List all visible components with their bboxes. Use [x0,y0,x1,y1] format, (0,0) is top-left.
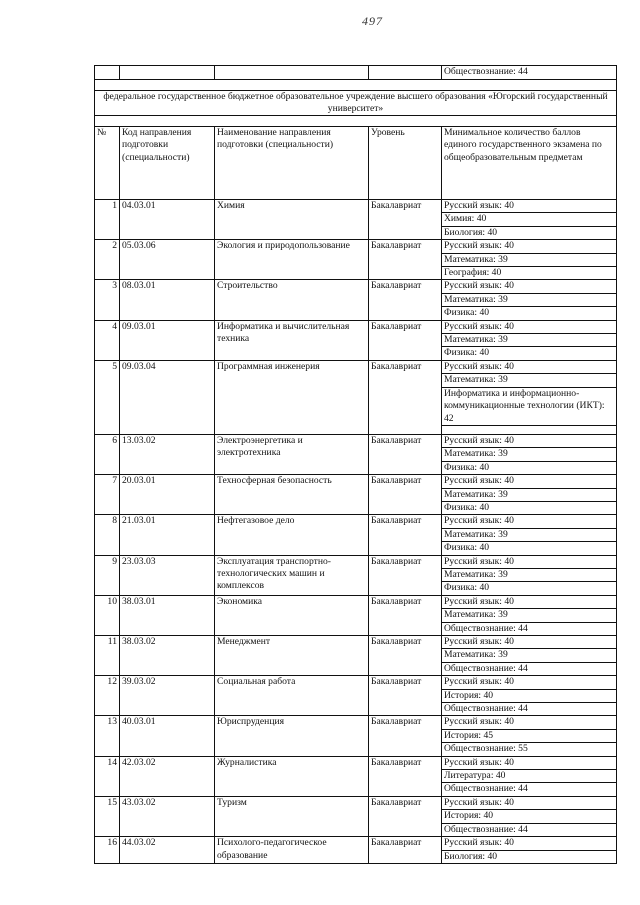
exam-min-score: Математика: 39 [442,334,617,347]
program-code: 09.03.04 [120,360,215,434]
exam-min-score: Физика: 40 [442,501,617,514]
program-number: 15 [95,796,120,836]
program-code: 04.03.01 [120,200,215,240]
program-number: 11 [95,636,120,676]
program-name: Информатика и вычислительная техника [215,320,369,360]
program-level: Бакалавриат [369,200,442,240]
exam-min-score: Информатика и информационно-коммуникационные технологии (ИКТ): 42 [442,387,617,425]
program-row [95,796,617,809]
program-level: Бакалавриат [369,756,442,796]
program-level: Бакалавриат [369,475,442,515]
program-row [95,434,617,447]
admission-table [94,65,617,864]
header-num: № [95,127,120,200]
program-level: Бакалавриат [369,434,442,474]
program-code: 05.03.06 [120,240,215,280]
program-name: Строительство [215,280,369,320]
program-row [95,280,617,293]
program-level: Бакалавриат [369,515,442,555]
program-number: 7 [95,475,120,515]
continued-exam: Обществознание: 44 [442,66,617,80]
program-code: 09.03.01 [120,320,215,360]
program-number: 13 [95,716,120,756]
exam-min-score: Математика: 39 [442,448,617,461]
program-code: 20.03.01 [120,475,215,515]
program-row [95,515,617,528]
exam-min-score: Русский язык: 40 [442,360,617,373]
exam-min-score: Математика: 39 [442,374,617,387]
exam-min-score: Русский язык: 40 [442,636,617,649]
program-name: Эксплуатация транспортно-технологических машин и комплексов [215,555,369,595]
exam-min-score: Русский язык: 40 [442,796,617,809]
program-code: 13.03.02 [120,434,215,474]
header-name: Наименование направления подготовки (специальности) [215,127,369,200]
exam-min-score: История: 45 [442,729,617,742]
program-level: Бакалавриат [369,716,442,756]
program-number: 12 [95,676,120,716]
program-row [95,636,617,649]
exam-min-score: Русский язык: 40 [442,716,617,729]
exam-min-score: Русский язык: 40 [442,555,617,568]
program-row [95,360,617,373]
program-code: 38.03.01 [120,595,215,635]
program-code: 44.03.02 [120,837,215,864]
program-code: 23.03.03 [120,555,215,595]
program-row [95,837,617,850]
program-code: 42.03.02 [120,756,215,796]
program-row [95,676,617,689]
program-number: 16 [95,837,120,864]
program-level: Бакалавриат [369,360,442,434]
spacer-row [95,116,617,127]
page-number: 497 [362,14,383,28]
exam-min-score: Обществознание: 44 [442,823,617,836]
exam-min-score: Русский язык: 40 [442,280,617,293]
program-name: Химия [215,200,369,240]
program-number: 4 [95,320,120,360]
program-level: Бакалавриат [369,676,442,716]
program-name: Социальная работа [215,676,369,716]
header-code: Код направления подготовки (специальности) [120,127,215,200]
exam-min-score: История: 40 [442,810,617,823]
program-name: Программная инженерия [215,360,369,434]
program-number: 6 [95,434,120,474]
program-name: Экономика [215,595,369,635]
program-name: Техносферная безопасность [215,475,369,515]
exam-min-score: Математика: 39 [442,568,617,581]
exam-min-score: Химия: 40 [442,213,617,226]
program-row [95,200,617,213]
exam-min-score: Русский язык: 40 [442,837,617,850]
exam-min-score: Математика: 39 [442,609,617,622]
exam-min-score: Математика: 39 [442,293,617,306]
exam-min-score: География: 40 [442,267,617,280]
program-number: 9 [95,555,120,595]
program-name: Юриспруденция [215,716,369,756]
exam-min-score: Литература: 40 [442,770,617,783]
exam-min-score: Обществознание: 44 [442,662,617,675]
exam-min-score: Обществознание: 55 [442,743,617,756]
program-row [95,475,617,488]
program-level: Бакалавриат [369,595,442,635]
program-name: Электроэнергетика и электротехника [215,434,369,474]
program-level: Бакалавриат [369,555,442,595]
program-row [95,240,617,253]
program-level: Бакалавриат [369,636,442,676]
exam-min-score: Физика: 40 [442,582,617,595]
exam-min-score: Русский язык: 40 [442,434,617,447]
header-level: Уровень [369,127,442,200]
program-level: Бакалавриат [369,280,442,320]
exam-min-score: Русский язык: 40 [442,200,617,213]
university-row [95,91,617,116]
program-row [95,595,617,608]
program-number: 8 [95,515,120,555]
header-min-score: Минимальное количество баллов единого государственного экзамена по общеобразовательным предметам [442,127,617,200]
program-number: 2 [95,240,120,280]
exam-min-score: Русский язык: 40 [442,676,617,689]
exam-min-score: Русский язык: 40 [442,475,617,488]
program-code: 21.03.01 [120,515,215,555]
program-code: 40.03.01 [120,716,215,756]
exam-min-score: Математика: 39 [442,528,617,541]
program-row [95,555,617,568]
continued-row [95,66,617,80]
program-number: 14 [95,756,120,796]
university-name: федеральное государственное бюджетное образовательное учреждение высшего образования «Югорский государственный университет» [95,91,617,116]
program-name: Менеджмент [215,636,369,676]
spacer-row [95,80,617,91]
program-number: 5 [95,360,120,434]
program-level: Бакалавриат [369,320,442,360]
program-number: 10 [95,595,120,635]
program-code: 08.03.01 [120,280,215,320]
program-name: Нефтегазовое дело [215,515,369,555]
program-code: 43.03.02 [120,796,215,836]
exam-min-score: Обществознание: 44 [442,703,617,716]
exam-min-score: Русский язык: 40 [442,595,617,608]
program-number: 1 [95,200,120,240]
exam-min-score: Математика: 39 [442,649,617,662]
exam-min-score: Русский язык: 40 [442,756,617,769]
exam-min-score: Русский язык: 40 [442,515,617,528]
program-level: Бакалавриат [369,837,442,864]
program-name: Журналистика [215,756,369,796]
program-row [95,716,617,729]
program-code: 39.03.02 [120,676,215,716]
exam-min-score: Физика: 40 [442,542,617,555]
program-code: 38.03.02 [120,636,215,676]
program-level: Бакалавриат [369,240,442,280]
header-row [95,127,617,200]
program-name: Психолого-педагогическое образование [215,837,369,864]
exam-min-score: Обществознание: 44 [442,783,617,796]
program-number: 3 [95,280,120,320]
exam-min-score: Математика: 39 [442,253,617,266]
exam-min-score: Физика: 40 [442,347,617,360]
program-row [95,756,617,769]
program-name: Туризм [215,796,369,836]
exam-min-score: Математика: 39 [442,488,617,501]
exam-min-score: Биология: 40 [442,850,617,863]
program-row [95,320,617,333]
exam-min-score: Русский язык: 40 [442,240,617,253]
exam-min-score: Физика: 40 [442,307,617,320]
exam-min-score: Русский язык: 40 [442,320,617,333]
exam-min-score: История: 40 [442,689,617,702]
program-level: Бакалавриат [369,796,442,836]
exam-min-score: Обществознание: 44 [442,622,617,635]
program-name: Экология и природопользование [215,240,369,280]
exam-min-score: Физика: 40 [442,461,617,474]
exam-min-score: Биология: 40 [442,226,617,239]
